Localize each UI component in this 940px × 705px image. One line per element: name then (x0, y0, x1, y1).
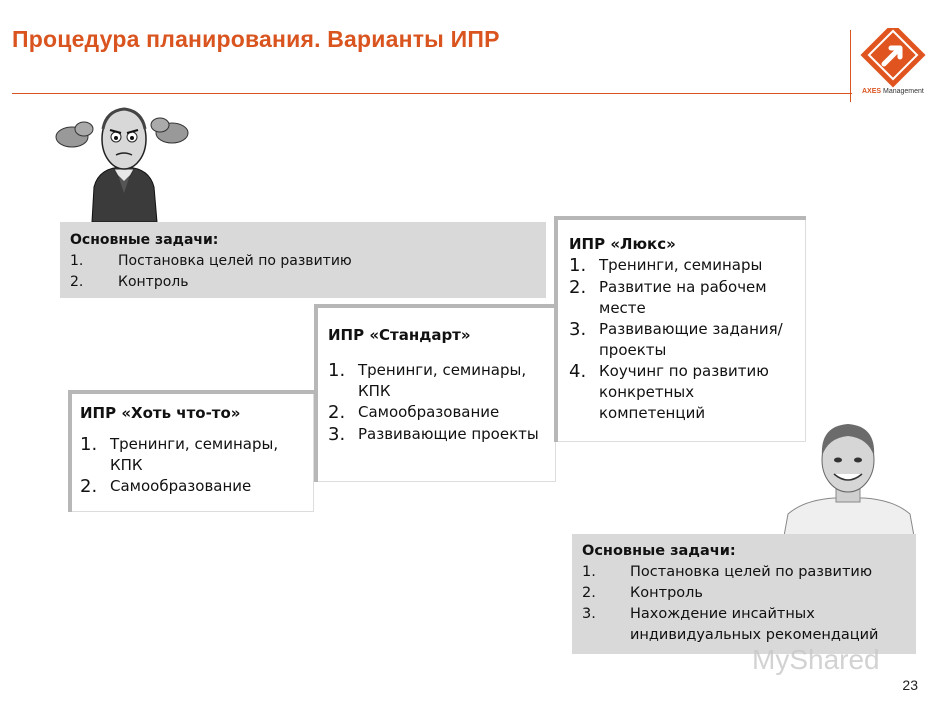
item-text: Контроль (118, 274, 189, 290)
smiling-person-illustration (784, 418, 914, 536)
item-text: Тренинги, семинары, КПК (110, 435, 279, 474)
list-item (328, 402, 552, 424)
tasks-box-top (60, 222, 546, 298)
step-card-lux (569, 234, 795, 424)
list-item (80, 434, 310, 476)
list-item (328, 360, 552, 402)
item-number: 4. (569, 361, 587, 382)
step-card-basic (80, 403, 310, 498)
item-number: 2. (70, 274, 84, 290)
list-item (582, 604, 916, 646)
item-number: 1. (70, 253, 84, 269)
tasks-top-heading: Основные задачи: (70, 232, 219, 248)
item-text: Контроль (630, 585, 703, 601)
tasks-bottom-heading: Основные задачи: (582, 543, 736, 559)
logo-divider (850, 30, 851, 102)
item-text: Самообразование (110, 477, 252, 495)
item-text: Постановка целей по развитию (630, 564, 873, 580)
list-item (328, 424, 552, 446)
watermark: MyShared (752, 644, 880, 675)
list-item (70, 272, 546, 293)
list-item (582, 583, 916, 604)
item-text: Развивающие проекты (358, 425, 539, 443)
item-text: Постановка целей по развитию (118, 253, 352, 269)
item-number: 2. (80, 476, 98, 497)
list-item (582, 562, 916, 583)
item-number: 2. (569, 277, 587, 298)
item-number: 1. (582, 564, 596, 580)
step-title: ИПР «Люкс» (569, 235, 676, 253)
logo-brand: AXES (862, 88, 882, 95)
step-title: ИПР «Стандарт» (328, 326, 471, 344)
list-item (569, 361, 795, 424)
logo-suffix: Management (883, 88, 924, 95)
list-item (80, 476, 310, 498)
list-item (569, 255, 795, 277)
item-text: Развитие на рабочем месте (599, 278, 767, 317)
list-item (70, 251, 546, 272)
item-text: Нахождение инсайтных индивидуальных рекомендаций (630, 606, 879, 643)
list-item (569, 319, 795, 361)
tasks-box-bottom (572, 534, 916, 654)
item-number: 3. (328, 424, 346, 445)
item-text: Тренинги, семинары (599, 256, 763, 274)
page-number: 23 (902, 677, 918, 693)
step-card-standard (328, 325, 552, 446)
page-title: Процедура планирования. Варианты ИПР (12, 26, 500, 52)
item-number: 2. (582, 585, 596, 601)
item-number: 2. (328, 402, 346, 423)
item-text: Коучинг по развитию конкретных компетенций (599, 362, 769, 422)
item-number: 1. (569, 255, 587, 276)
title-divider (12, 93, 852, 94)
item-number: 3. (569, 319, 587, 340)
item-number: 1. (328, 360, 346, 381)
item-text: Тренинги, семинары, КПК (358, 361, 527, 400)
item-text: Самообразование (358, 403, 500, 421)
item-text: Развивающие задания/проекты (599, 320, 783, 359)
item-number: 3. (582, 606, 596, 622)
angry-boss-illustration (54, 97, 194, 222)
list-item (569, 277, 795, 319)
logo-text (862, 88, 924, 95)
step-title: ИПР «Хоть что-то» (80, 404, 241, 422)
item-number: 1. (80, 434, 98, 455)
